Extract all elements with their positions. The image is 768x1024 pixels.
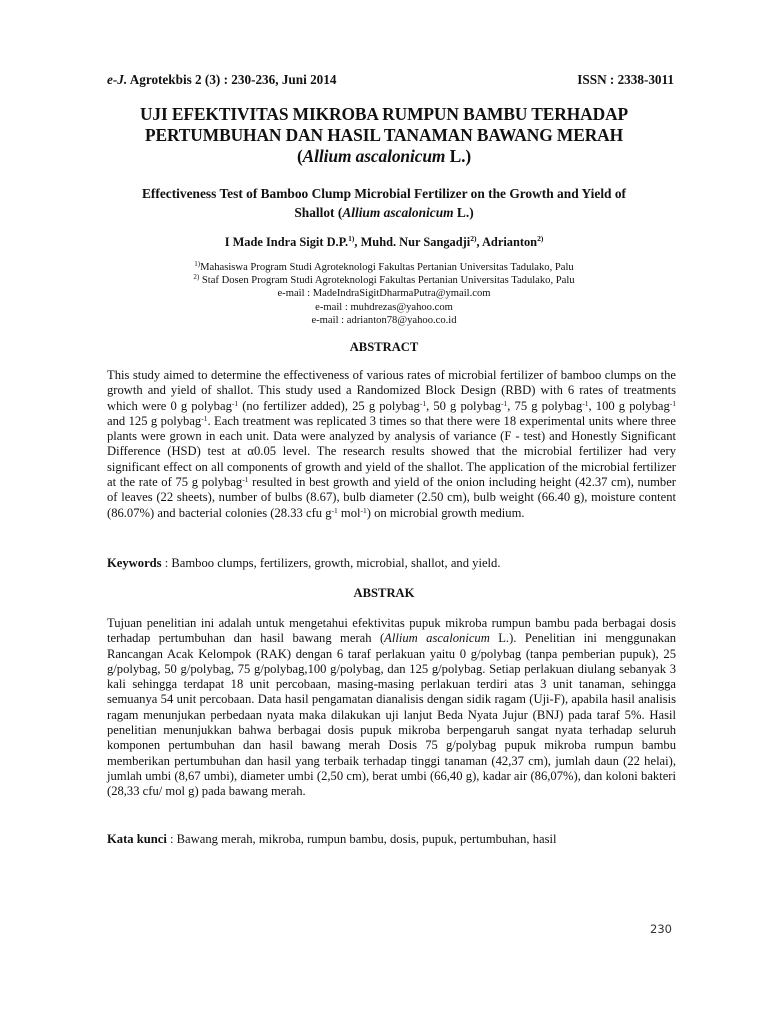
english-title-line-2 [80,203,688,222]
affiliations [0,261,768,327]
kata-kunci-text: : Bawang merah, mikroba, rumpun bambu, dosis, pupuk, pertumbuhan, hasil [166,832,557,846]
english-title-line-1: Effectiveness Test of Bamboo Clump Microbial Fertilizer on the Growth and Yield of [141,186,626,201]
author-list [0,234,768,250]
abstrak-body: Tujuan penelitian ini adalah untuk mengetahui efektivitas pupuk mikroba rumpun bambu pada berbagai dosis terhadap pertumbuhan dan hasil bawang merah (Allium ascalonicum L.). Penelitian ini menggunakan Rancangan Acak Kelompok (RAK) dengan 6 taraf perlakuan yaitu 0 g/polybag (tanpa pemberian pupuk), 25 g/polybag, 50 g/polybag, 75 g/polybag,100 g/polybag, dan 125 g/polybag. Setiap perlakuan diulang sebanyak 3 kali sehingga terdapat 18 unit percobaan, masing-masing perlakuan terdiri atas 3 unit tanaman, sehingga semuanya 54 unit percobaan. Data hasil pengamatan dianalisis dengan sidik ragam (Uji-F), apabila hasil analisis ragam menunjukan perbedaan nyata maka dilakukan uji lanjut Beda Nyata Jujur (BNJ) pada taraf 5%. Hasil penelitian menunjukkan bahwa berbagai dosis pupuk mikroba berpengaruh sangat nyata terhadap seluruh komponen pertumbuhan dan hasil bawang merah Dosis 75 g/polybag pupuk mikroba rumpun bambu memberikan pertumbuhan dan hasil yang terbaik terhadap tinggi tanaman (42,37 cm), jumlah daun (22 helai), jumlah umbi (8,67 umbi), diameter umbi (2,50 cm), berat umbi (66,40 g), kadar air (86,07%), dan koloni bakteri (28,33 cfu/ mol g) pada bawang merah. [107,616,676,799]
running-header [107,72,674,88]
page-number: 230 [650,922,672,936]
title-species: Allium ascalonicum [302,146,446,166]
paper-title [60,104,708,167]
title-paren-open: ( [296,146,303,166]
keywords [107,556,676,571]
affiliation-2 [0,274,768,287]
abstract-heading: ABSTRACT [349,340,419,354]
email-1[interactable]: e-mail : MadeIndraSigitDharmaPutra@ymail.com [277,288,491,300]
title-line-3 [60,146,708,167]
kata-kunci [107,832,676,847]
affiliation-1-text: Mahasiswa Program Studi Agroteknologi Fakultas Pertanian Universitas Tadulako, Palu [200,262,574,273]
keywords-text: : Bamboo clumps, fertilizers, growth, microbial, shallot, and yield. [161,556,501,570]
author-1: I Made Indra Sigit D.P. [224,235,349,249]
abstrak-heading: ABSTRAK [353,586,415,600]
author-3-affil-mark: 2) [537,234,544,243]
title-line-1: UJI EFEKTIVITAS MIKROBA RUMPUN BAMBU TERHADAP [139,104,629,124]
english-title [80,184,688,222]
abstract-body: This study aimed to determine the effectiveness of various rates of microbial fertilizer of bamboo clumps on the growth and yield of shallot. This study used a Randomized Block Design (RBD) with 6 rates of treatments which were 0 g polybag$^{-1}$ (no fertilizer added), 25 g polybag$^{-1}$, 50 g polybag$^{-1}$, 75 g polybag$^{-1}$, 100 g polybag$^{-1}$ and 125 g polybag$^{-1}$. Each treatment was replicated 3 times so that there were 18 experimental units where three plants were grown in each unit. Data were analyzed by analysis of variance (F - test) and Honestly Significant Difference (HSD) test at α0.05 level. The research results showed that the microbial fertilizer had very significant effect on all components of growth and yield of the shallot. The application of the microbial fertilizer at the rate of 75 g polybag$^{-1}$ resulted in best growth and yield of the onion including height (42.37 cm), number of leaves (22 sheets), number of bulbs (8.67), bulb diameter (2.50 cm), bulb weight (66.40 g), moisture content (86.07%) and bacterial colonies (28.33 cfu $g^{-1}$ mol$^{-1}$) on microbial growth medium. [107,368,677,520]
kata-kunci-label: Kata kunci [107,832,167,846]
english-title-species: Allium ascalonicum [342,205,454,220]
email-2[interactable]: e-mail : muhdrezas@yahoo.com [315,301,453,313]
author-2-affil-mark: 2) [470,234,477,243]
journal-prefix: e-J. [107,72,128,87]
journal-citation [107,72,336,88]
author-2: , Muhd. Nur Sangadji [354,235,471,249]
author-3: , Adrianton [476,235,538,249]
english-title-part-a: Shallot ( [294,205,343,220]
issn: ISSN : 2338-3011 [577,72,674,87]
keywords-label: Keywords [107,556,162,570]
affiliation-1-mark: 1) [194,260,201,268]
title-line-2: PERTUMBUHAN DAN HASIL TANAMAN BAWANG MERAH [144,125,624,145]
email-3[interactable]: e-mail : adrianton78@yahoo.co.id [311,314,457,326]
affiliation-1 [0,261,768,274]
english-title-part-b: L.) [453,205,474,220]
affiliation-2-text: Staf Dosen Program Studi Agroteknologi Fakultas Pertanian Universitas Tadulako, Palu [199,275,575,287]
author-1-affil-mark: 1) [348,234,355,243]
journal-volume-info: Agrotekbis 2 (3) : 230-236, Juni 2014 [127,72,337,87]
affiliation-2-mark: 2) [193,273,200,282]
title-paren-close: L.) [445,146,472,166]
